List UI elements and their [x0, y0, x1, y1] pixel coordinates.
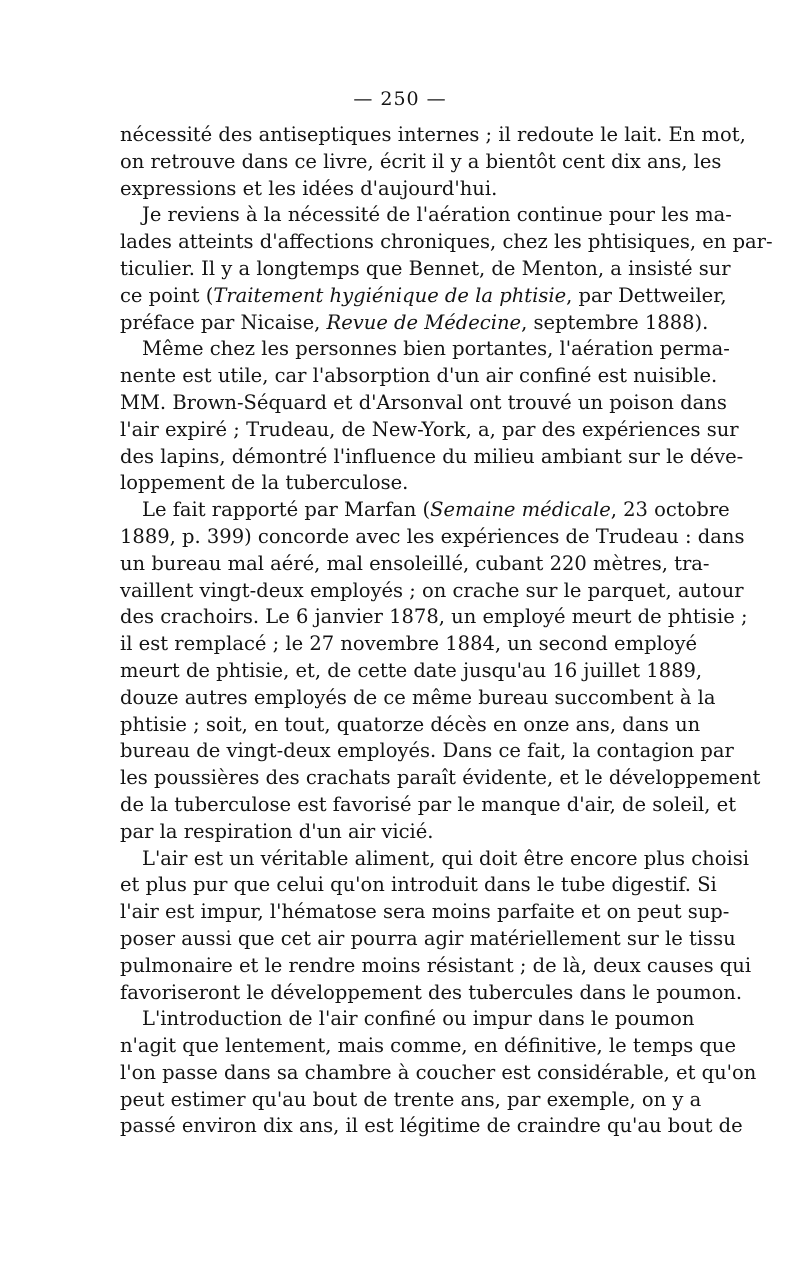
text-line-italic-mixed: Le fait rapporté par Marfan (Semaine médicale, 23 octobre	[142, 498, 730, 522]
text-line: poser aussi que cet air pourra agir matériellement sur le tissu	[120, 926, 736, 950]
paragraph-1	[120, 122, 746, 202]
text-line: bureau de vingt-deux employés. Dans ce fait, la contagion par	[120, 739, 734, 763]
text-line: nécessité des antiseptiques internes ; il redoute le lait. En mot,	[120, 123, 746, 146]
text-line: L'introduction de l'air confiné ou impur dans le poumon	[142, 1007, 695, 1031]
text-line: L'air est un véritable aliment, qui doit être encore plus choisi	[142, 846, 749, 870]
text-line: l'air est impur, l'hématose sera moins parfaite et on peut sup-	[120, 900, 730, 924]
paragraph-4	[120, 497, 761, 845]
text-line: peut estimer qu'au bout de trente ans, par exemple, on y a	[120, 1087, 702, 1111]
paragraph-3	[120, 336, 744, 497]
text-line: n'agit que lentement, mais comme, en définitive, le temps que	[120, 1034, 737, 1058]
text-line: MM. Brown-Séquard et d'Arsonval ont trouvé un poison dans	[120, 390, 727, 414]
text-line: un bureau mal aéré, mal ensoleillé, cubant 220 mètres, tra-	[120, 551, 710, 575]
text-line: favoriseront le développement des tubercules dans le poumon.	[120, 980, 743, 1004]
text-line-italic-mixed: ce point (Traitement hygiénique de la phtisie, par Dettweiler,	[120, 283, 727, 307]
italic-title: Revue de Médecine	[326, 310, 522, 334]
paragraph-2	[120, 202, 773, 336]
text-line: les poussières des crachats paraît évidente, et le développement	[120, 766, 761, 790]
text-line: l'air expiré ; Trudeau, de New-York, a, par des expériences sur	[120, 417, 739, 441]
text-line: passé environ dix ans, il est légitime de craindre qu'au bout de	[120, 1114, 743, 1138]
text-line: on retrouve dans ce livre, écrit il y a bientôt cent dix ans, les	[120, 149, 722, 173]
text-line: douze autres employés de ce même bureau succombent à la	[120, 685, 716, 709]
text-line: expressions et les idées d'aujourd'hui.	[120, 176, 498, 200]
text-line: pulmonaire et le rendre moins résistant ; de là, deux causes qui	[120, 953, 752, 977]
text-line: phtisie ; soit, en tout, quatorze décès en onze ans, dans un	[120, 712, 701, 736]
text-line: meurt de phtisie, et, de cette date jusqu'au 16 juillet 1889,	[120, 658, 703, 682]
text-line: Même chez les personnes bien portantes, l'aération perma-	[142, 337, 730, 361]
text-line: par la respiration d'un air vicié.	[120, 819, 434, 843]
text-line-italic-mixed: préface par Nicaise, Revue de Médecine, septembre 1888).	[120, 310, 709, 334]
text-line: loppement de la tuberculose.	[120, 471, 409, 495]
text-line: nente est utile, car l'absorption d'un air confiné est nuisible.	[120, 364, 718, 388]
paragraph-5	[120, 846, 752, 1007]
text-line: et plus pur que celui qu'on introduit dans le tube digestif. Si	[120, 873, 717, 897]
text-line: 1889, p. 399) concorde avec les expériences de Trudeau : dans	[120, 524, 745, 548]
paragraph-6	[120, 1006, 757, 1140]
page-number: — 250 —	[353, 88, 447, 110]
italic-title: Semaine médicale	[430, 498, 611, 522]
text-line: des lapins, démontré l'influence du milieu ambiant sur le déve-	[120, 444, 744, 468]
text-line: l'on passe dans sa chambre à coucher est considérable, et qu'on	[120, 1060, 757, 1084]
text-line: lades atteints d'affections chroniques, chez les phtisiques, en par-	[120, 230, 773, 254]
text-line: de la tuberculose est favorisé par le manque d'air, de soleil, et	[120, 792, 737, 816]
italic-title: Traitement hygiénique de la phtisie	[213, 283, 567, 307]
text-line: vaillent vingt-deux employés ; on crache sur le parquet, autour	[120, 578, 744, 602]
text-line: ticulier. Il y a longtemps que Bennet, de Menton, a insisté sur	[120, 256, 731, 280]
text-line: Je reviens à la nécessité de l'aération continue pour les ma-	[142, 203, 732, 227]
text-line: des crachoirs. Le 6 janvier 1878, un employé meurt de phtisie ;	[120, 605, 748, 629]
book-page	[120, 86, 773, 1140]
text-line: il est remplacé ; le 27 novembre 1884, un second employé	[120, 632, 698, 656]
